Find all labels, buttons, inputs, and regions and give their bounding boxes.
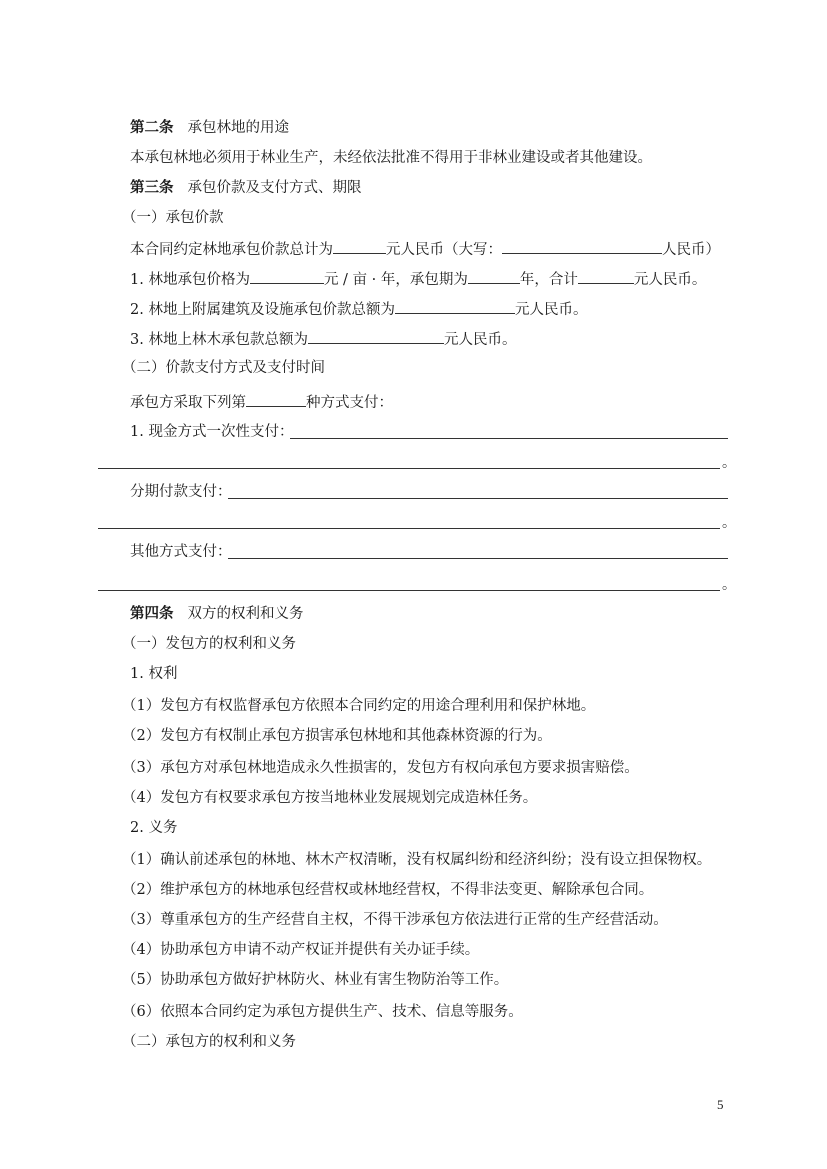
rights-item: （3）承包方对承包林地造成永久性损害的，发包方有权向承包方要求损害赔偿。 bbox=[122, 760, 639, 776]
payment-other-blank-2[interactable] bbox=[98, 590, 720, 591]
duties-item: （3）尊重承包方的生产经营自主权，不得干涉承包方依法进行正常的生产经营活动。 bbox=[122, 912, 668, 928]
duties-item: （1）确认前述承包的林地、林木产权清晰，没有权属纠纷和经济纠纷；没有设立担保物权。 bbox=[122, 852, 712, 868]
section-heading: （二）价款支付方式及支付时间 bbox=[122, 360, 325, 376]
payment-other-label: 其他方式支付： bbox=[130, 544, 232, 560]
article-2-heading bbox=[130, 118, 289, 138]
sentence-end: 。 bbox=[722, 577, 736, 593]
payment-installment-blank-2[interactable] bbox=[98, 528, 720, 529]
land-price-line bbox=[130, 268, 706, 290]
land-price-currency: 元人民币。 bbox=[633, 272, 707, 288]
total-price-unit: 元人民币（大写： bbox=[386, 242, 502, 258]
tree-price-currency: 元人民币。 bbox=[443, 332, 517, 348]
rights-item: （2）发包方有权制止承包方损害承包林地和其他森林资源的行为。 bbox=[122, 728, 552, 744]
article-2-text: 本承包林地必须用于林业生产，未经依法批准不得用于非林业建设或者其他建设。 bbox=[130, 150, 652, 166]
payment-installment-label: 分期付款支付： bbox=[130, 484, 232, 500]
term-years-blank[interactable] bbox=[468, 268, 520, 284]
payment-installment-blank[interactable] bbox=[228, 498, 728, 499]
article-label: 第二条 bbox=[130, 119, 174, 136]
sentence-end: 。 bbox=[722, 515, 736, 531]
payment-choice-line bbox=[130, 391, 393, 413]
article-label: 第三条 bbox=[130, 179, 174, 196]
article-title: 双方的权利和义务 bbox=[187, 606, 304, 622]
duties-item: （2）维护承包方的林地承包经营权或林地经营权，不得非法变更、解除承包合同。 bbox=[122, 882, 654, 898]
building-price-currency: 元人民币。 bbox=[514, 302, 588, 318]
sentence-end: 。 bbox=[722, 455, 736, 471]
payment-choice-blank[interactable] bbox=[246, 391, 306, 407]
payment-choice-label: 承包方采取下列第 bbox=[130, 395, 246, 411]
total-price-line bbox=[130, 238, 720, 260]
article-title: 承包林地的用途 bbox=[187, 120, 289, 136]
article-3-heading bbox=[130, 178, 362, 198]
tree-price-line bbox=[130, 328, 516, 350]
tree-price-blank[interactable] bbox=[308, 328, 444, 344]
price-per-mu-blank[interactable] bbox=[250, 268, 324, 284]
section-heading: （一）承包价款 bbox=[122, 210, 224, 226]
duties-item: （5）协助承包方做好护林防火、林业有害生物防治等工作。 bbox=[122, 972, 509, 988]
building-price-line bbox=[130, 298, 587, 320]
rights-item: （4）发包方有权要求承包方按当地林业发展规划完成造林任务。 bbox=[122, 790, 538, 806]
article-4-heading bbox=[130, 604, 304, 624]
land-price-total-blank[interactable] bbox=[578, 268, 634, 284]
total-price-words-blank[interactable] bbox=[502, 238, 662, 254]
land-price-total-label: 年，合计 bbox=[519, 272, 578, 288]
tree-price-label: 3. 林地上林木承包款总额为 bbox=[130, 332, 308, 348]
total-price-blank[interactable] bbox=[333, 238, 386, 254]
section-heading: （二）承包方的权利和义务 bbox=[122, 1034, 296, 1050]
building-price-label: 2. 林地上附属建筑及设施承包价款总额为 bbox=[130, 302, 395, 318]
land-price-unit: 元 / 亩 · 年，承包期为 bbox=[323, 272, 468, 288]
payment-other-blank[interactable] bbox=[228, 558, 728, 559]
article-label: 第四条 bbox=[130, 605, 174, 622]
payment-cash-blank-2[interactable] bbox=[98, 468, 720, 469]
article-title: 承包价款及支付方式、期限 bbox=[187, 180, 362, 196]
rights-item: （1）发包方有权监督承包方依照本合同约定的用途合理利用和保护林地。 bbox=[122, 698, 596, 714]
rights-heading: 1. 权利 bbox=[130, 666, 178, 682]
payment-cash-blank[interactable] bbox=[290, 438, 728, 439]
total-price-close: 人民币） bbox=[662, 242, 720, 258]
duties-heading: 2. 义务 bbox=[130, 820, 178, 836]
payment-choice-suffix: 种方式支付： bbox=[306, 395, 393, 411]
total-price-label: 本合同约定林地承包价款总计为 bbox=[130, 242, 333, 258]
land-price-label: 1. 林地承包价格为 bbox=[130, 272, 250, 288]
building-price-blank[interactable] bbox=[395, 298, 515, 314]
section-heading: （一）发包方的权利和义务 bbox=[122, 636, 296, 652]
duties-item: （6）依照本合同约定为承包方提供生产、技术、信息等服务。 bbox=[122, 1004, 523, 1020]
page-number: 5 bbox=[717, 1097, 724, 1112]
duties-item: （4）协助承包方申请不动产权证并提供有关办证手续。 bbox=[122, 942, 480, 958]
payment-cash-label: 1. 现金方式一次性支付： bbox=[130, 424, 294, 440]
